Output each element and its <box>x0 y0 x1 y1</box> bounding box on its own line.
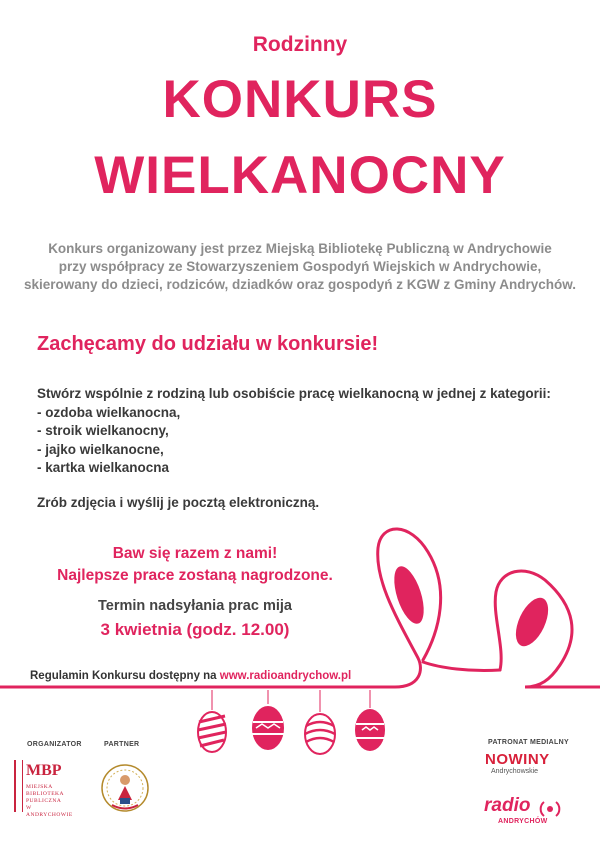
rules-note <box>30 670 351 682</box>
category-item: - jajko wielkanocne, <box>37 441 164 457</box>
photo-instruction: Zrób zdjęcia i wyślij je pocztą elektroniczną. <box>37 495 320 510</box>
invite-heading: Zachęcamy do udziału w konkursie! <box>37 333 379 355</box>
rules-link[interactable]: www.radioandrychow.pl <box>219 670 352 682</box>
mbp-logo <box>14 760 74 836</box>
mbp-logo-abbr: MBP <box>26 762 62 779</box>
easter-egg-icon <box>305 714 335 754</box>
partner-label: PARTNER <box>104 741 140 748</box>
category-item: - kartka wielkanocna <box>37 460 170 475</box>
category-item: - stroik wielkanocny, <box>37 423 169 438</box>
radio-logo-name: radio <box>484 795 531 816</box>
mbp-logo-line: BIBLIOTEKA <box>26 791 64 797</box>
nowiny-logo <box>485 752 575 778</box>
patron-label: PATRONAT MEDIALNY <box>488 739 569 746</box>
intro-paragraph <box>10 240 590 294</box>
poster-subtitle: Rodzinny <box>252 33 348 56</box>
nowiny-logo-sub: Andrychowskie <box>491 768 539 775</box>
deadline-date: 3 kwietnia (godz. 12.00) <box>100 620 290 639</box>
nowiny-logo-name: NOWINY <box>485 751 550 768</box>
poster-title-line1: KONKURS <box>162 70 438 129</box>
mbp-logo-line: PUBLICZNA <box>26 798 62 804</box>
intro-line: przy współpracy ze Stowarzyszeniem Gospodyń Wiejskich w Andrychowie, <box>58 259 542 274</box>
organizer-label: ORGANIZATOR <box>27 741 82 748</box>
easter-egg-icon <box>355 709 385 751</box>
rules-text: Regulamin Konkursu dostępny na <box>30 670 220 682</box>
wreath-emblem-icon <box>100 760 150 822</box>
instructions-lead: Stwórz wspólnie z rodziną lub osobiście pracę wielkanocną w jednej z kategorii: <box>37 386 551 401</box>
easter-egg-icon <box>198 712 226 752</box>
intro-line: skierowany do dzieci, rodziców, dziadków oraz gospodyń z KGW z Gminy Andrychów. <box>23 277 577 292</box>
easter-eggs-decoration <box>190 690 400 770</box>
poster-title-line2: WIELKANOCNY <box>94 146 506 205</box>
mbp-logo-line: W ANDRYCHOWIE <box>26 805 73 818</box>
fun-line: Baw się razem z nami! <box>112 545 278 562</box>
radio-logo <box>484 795 574 835</box>
mbp-logo-line: MIEJSKA <box>26 784 53 790</box>
deadline-label: Termin nadsyłania prac mija <box>98 598 292 614</box>
radio-logo-sub: ANDRYCHÓW <box>498 818 548 825</box>
fun-line: Najlepsze prace zostaną nagrodzone. <box>57 567 333 584</box>
easter-egg-icon <box>252 706 284 750</box>
category-item: - ozdoba wielkanocna, <box>37 404 181 420</box>
intro-line: Konkurs organizowany jest przez Miejską Bibliotekę Publiczną w Andrychowie <box>48 241 552 256</box>
instructions <box>37 385 551 478</box>
